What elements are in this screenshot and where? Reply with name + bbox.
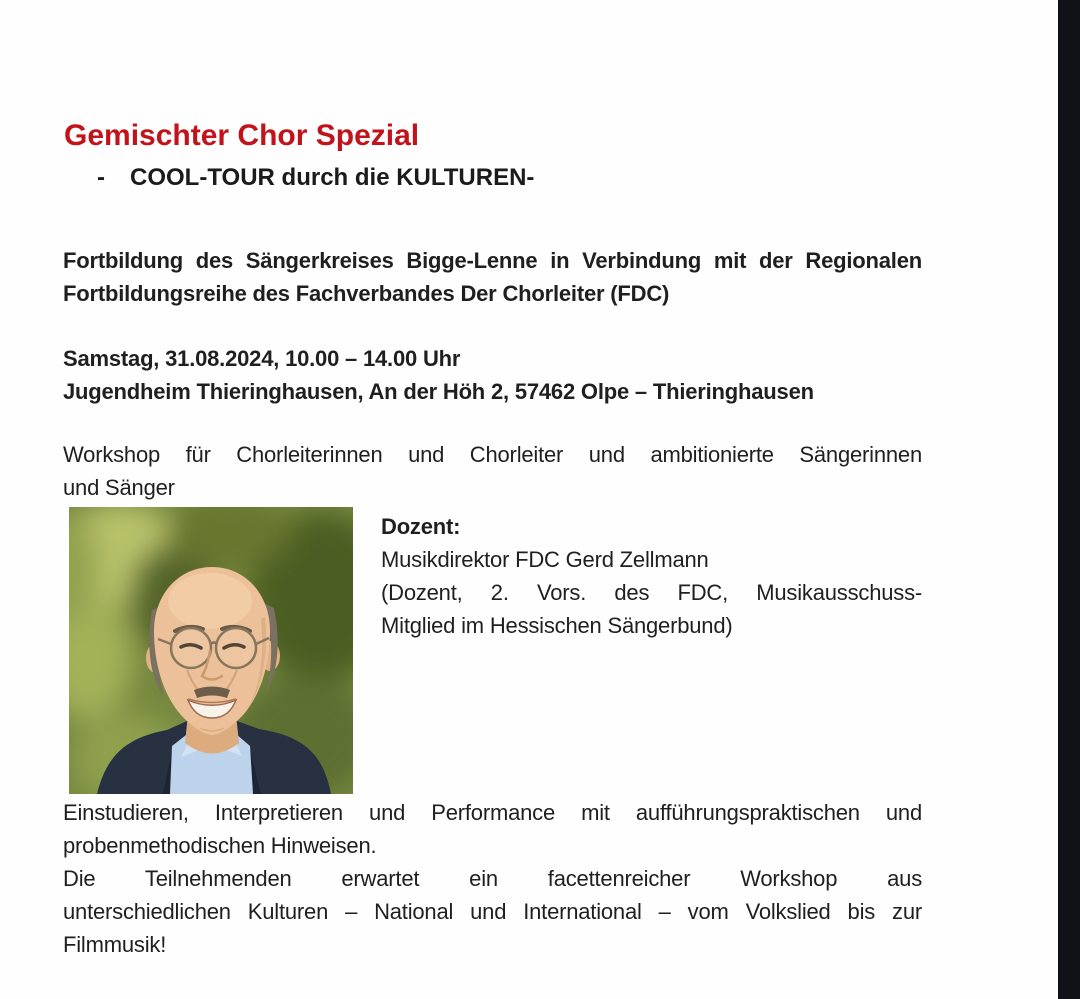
lecturer-name: Musikdirektor FDC Gerd Zellmann bbox=[381, 547, 709, 572]
audience-paragraph bbox=[63, 438, 922, 504]
lecturer-details bbox=[381, 576, 922, 642]
text-line: Fortbildungsreihe des Fachverbandes Der Chorleiter (FDC) bbox=[63, 281, 670, 306]
event-date-line: Samstag, 31.08.2024, 10.00 – 14.00 Uhr bbox=[63, 346, 461, 371]
text-line: und Sänger bbox=[63, 475, 175, 500]
text-line: Filmmusik! bbox=[63, 932, 167, 957]
page-title: Gemischter Chor Spezial bbox=[64, 119, 420, 152]
right-edge-bar bbox=[1058, 0, 1080, 999]
lecturer-info bbox=[354, 507, 922, 794]
subtitle-dash: - bbox=[97, 164, 105, 191]
subtitle-text: COOL-TOUR durch die KULTUREN- bbox=[130, 164, 535, 191]
lecturer-photo bbox=[68, 507, 354, 794]
event-location-line: Jugendheim Thieringhausen, An der Höh 2, 57462 Olpe – Thieringhausen bbox=[63, 379, 814, 404]
lecturer-portrait-image bbox=[68, 507, 354, 794]
text-line: Einstudieren, Interpretieren und Performance mit aufführungspraktischen und bbox=[63, 800, 922, 825]
lecturer-label: Dozent: bbox=[381, 514, 461, 539]
text-line: Workshop für Chorleiterinnen und Chorleiter und ambitionierte Sängerinnen bbox=[63, 442, 922, 467]
text-line: probenmethodischen Hinweisen. bbox=[63, 833, 377, 858]
description-paragraph-2 bbox=[63, 862, 922, 961]
lecturer-section bbox=[63, 507, 922, 794]
subtitle bbox=[63, 162, 922, 194]
description-paragraph-1 bbox=[63, 796, 922, 862]
text-line: Mitglied im Hessischen Sängerbund) bbox=[381, 613, 733, 638]
intro-paragraph bbox=[63, 244, 922, 310]
flyer-content bbox=[0, 116, 1080, 961]
event-details bbox=[63, 342, 922, 408]
text-line: (Dozent, 2. Vors. des FDC, Musikausschuss- bbox=[381, 580, 922, 605]
text-line: Fortbildung des Sängerkreises Bigge-Lenne in Verbindung mit der Regionalen bbox=[63, 248, 922, 273]
text-line: unterschiedlichen Kulturen – National und International – vom Volkslied bis zur bbox=[63, 899, 922, 924]
text-line: Die Teilnehmenden erwartet ein facettenreicher Workshop aus bbox=[63, 866, 922, 891]
